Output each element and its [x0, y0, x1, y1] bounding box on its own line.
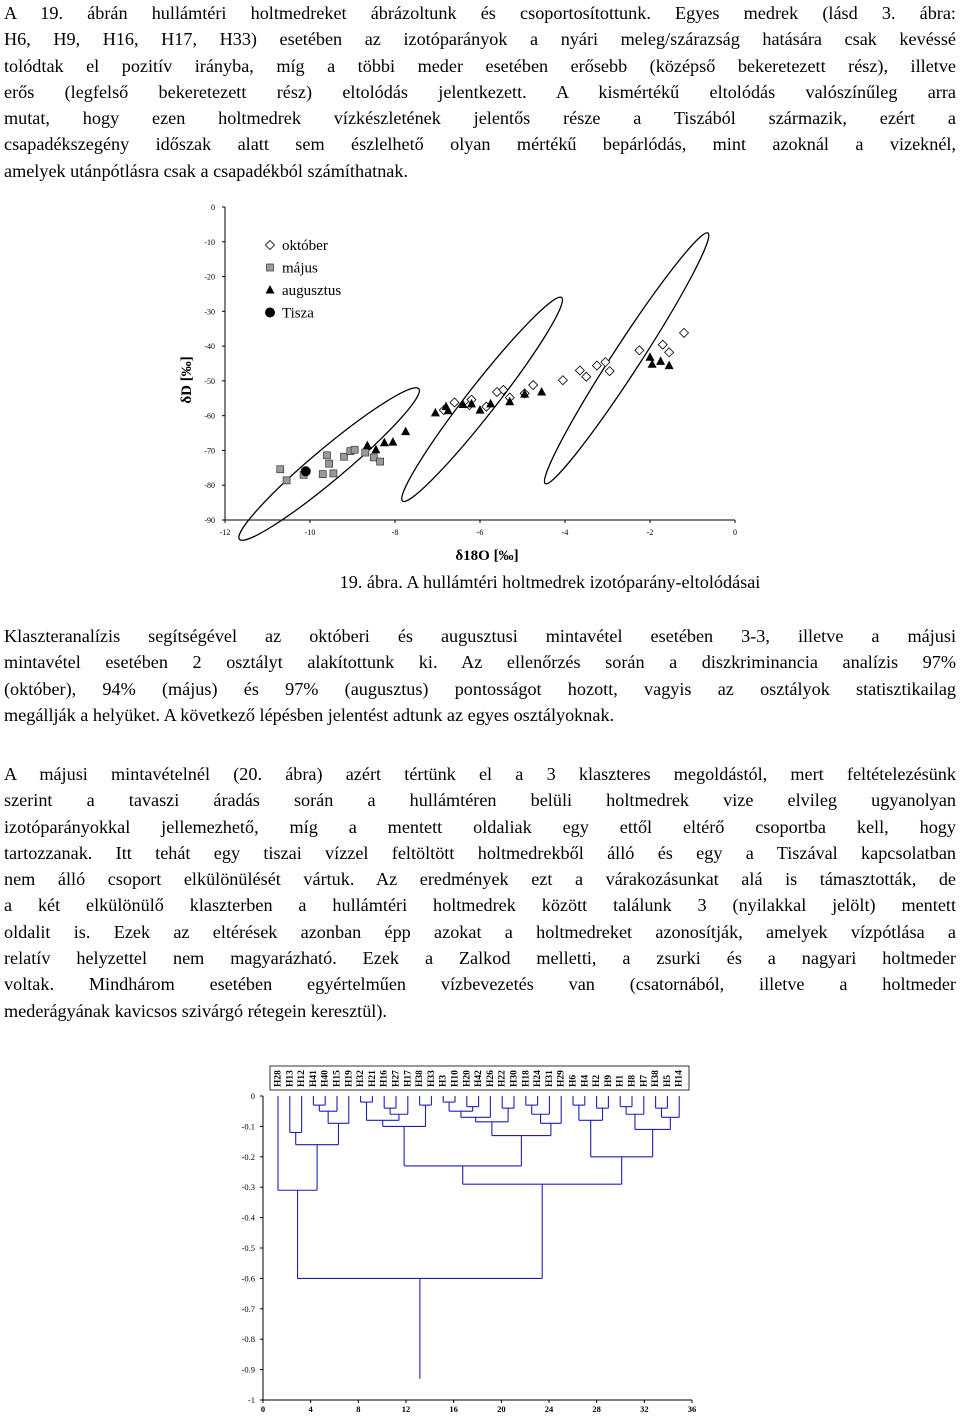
leaf-label: H38	[415, 1070, 426, 1087]
y-tick-label: -20	[204, 272, 215, 282]
leaf-label: H27	[391, 1070, 402, 1087]
y-tick-label: -30	[204, 307, 215, 317]
leaf-label: H38	[651, 1070, 662, 1087]
data-point-május	[319, 471, 326, 478]
x-tick-label: 32	[640, 1404, 649, 1414]
x-tick-label: 36	[687, 1404, 697, 1414]
data-point-október	[575, 366, 584, 375]
leaf-label: H24	[533, 1070, 544, 1087]
dendrogram-axes	[263, 1096, 692, 1400]
y-tick-label: 0	[211, 203, 215, 212]
y-tick-label: 0	[250, 1091, 255, 1101]
x-tick-label: -2	[646, 528, 654, 537]
data-point-október	[658, 340, 667, 349]
x-tick-label: 0	[733, 528, 737, 537]
legend-marker	[265, 308, 275, 318]
y-tick-label: -60	[204, 411, 215, 421]
text-line: mutat, hogy ezen holtmedrek vízkészletének jelentős része a Tiszából származik, ezért a	[4, 108, 956, 129]
cluster-dendrogram	[220, 1052, 720, 1414]
y-tick-label: -0.6	[241, 1273, 255, 1284]
data-point-október	[680, 328, 689, 337]
leaf-label: H12	[297, 1070, 308, 1087]
legend-label: augusztus	[282, 283, 342, 299]
y-tick-label: -10	[204, 237, 215, 247]
x-tick-label: 20	[497, 1404, 506, 1414]
leaf-label: H16	[379, 1070, 390, 1087]
leaf-label: H29	[556, 1070, 567, 1087]
y-tick-label: -90	[204, 516, 215, 525]
data-point-augusztus	[537, 387, 546, 396]
scatter-legend	[265, 238, 341, 322]
data-point-május	[377, 458, 384, 465]
text-line: tolódtak el pozitív irányba, míg a többi meder esetében erősebb (középső bekeretezett rész), illetve	[4, 55, 956, 76]
data-point-október	[558, 376, 567, 385]
leaf-label: H41	[308, 1070, 319, 1087]
dendrogram-tree	[278, 1096, 679, 1379]
data-point-október	[450, 398, 459, 407]
data-point-október	[592, 361, 601, 370]
leaf-label: H10	[450, 1070, 461, 1087]
data-point-október	[601, 358, 610, 367]
y-tick-label: -0.4	[241, 1212, 255, 1223]
leaf-label: H22	[497, 1070, 508, 1087]
leaf-label: H19	[344, 1070, 355, 1087]
x-tick-label: 4	[308, 1404, 313, 1414]
leaf-label: H13	[285, 1070, 296, 1087]
leaf-label: H2	[592, 1074, 603, 1087]
data-point-május	[324, 452, 331, 459]
leaf-label: H6	[568, 1074, 579, 1087]
leaf-label: H1	[615, 1074, 626, 1087]
y-tick-label: -40	[204, 342, 215, 352]
x-tick-label: -10	[304, 528, 316, 537]
y-tick-label: -0.9	[241, 1364, 255, 1375]
text-line: voltak. Mindhárom esetében egyértelműen vízbevezetés van (csatornából, illetve a holtmeder	[4, 974, 956, 995]
x-tick-label: -12	[219, 528, 231, 537]
text-line: Klaszteranalízis segítségével az októberi és augusztusi mintavétel esetében 3-3, illetve a májusi	[4, 626, 956, 646]
text-line: erős (legfelső bekeretezett rész) eltolódás jelentkezett. A kismértékű eltolódás valószínűleg arra	[4, 81, 956, 102]
x-tick-label: 28	[592, 1404, 601, 1414]
data-point-május	[351, 446, 358, 453]
y-tick-label: -80	[204, 481, 215, 491]
data-point-augusztus	[646, 352, 655, 361]
leaf-label: H3	[438, 1074, 449, 1087]
data-point-május	[277, 466, 284, 473]
y-tick-label: -0.2	[241, 1151, 255, 1162]
leaf-label: H42	[474, 1070, 485, 1087]
legend-label: május	[282, 260, 318, 277]
data-point-október	[582, 372, 591, 381]
leaf-label: H33	[426, 1070, 437, 1087]
text-line: relatív helyzettel nem magyarázható. Ezek a Zalkod melletti, a zsurki és a nagyari holtmeder	[4, 948, 956, 969]
text-line: (október), 94% (május) és 97% (augusztus) pontosságot hozott, vagyis az osztályok statisztikailag	[4, 678, 956, 699]
leaf-label: H17	[403, 1070, 414, 1087]
data-point-május	[370, 454, 377, 461]
scatter-x-axis-label: δ18O [‰]	[455, 548, 519, 564]
scatter-points	[277, 328, 689, 483]
x-tick-label: 12	[401, 1404, 411, 1414]
figure-caption: 19. ábra. A hullámtéri holtmedrek izotóparány-eltolódásai	[339, 572, 761, 592]
x-tick-label: 8	[356, 1404, 361, 1414]
legend-marker	[266, 285, 275, 294]
data-point-október	[635, 346, 644, 355]
leaf-label: H7	[639, 1074, 650, 1087]
y-tick-label: -50	[204, 376, 215, 386]
data-point-május	[283, 477, 290, 484]
legend-label: Tisza	[282, 305, 314, 322]
paragraph-may-sampling	[4, 761, 956, 1024]
x-tick-label: 24	[544, 1404, 554, 1414]
y-tick-label: -1	[247, 1395, 255, 1405]
data-point-május	[330, 470, 337, 477]
leaf-label: H5	[662, 1074, 673, 1087]
data-point-augusztus	[401, 427, 410, 436]
text-line: tartozzanak. Itt tehát egy tiszai vízzel feltöltött holtmedrekből álló és egy a Tiszával kapcsolatban	[4, 842, 956, 863]
x-tick-label: -4	[561, 528, 569, 537]
data-point-október	[529, 381, 538, 390]
text-line: A 19. ábrán hullámtéri holtmedreket ábrázoltunk és csoportosítottunk. Egyes medrek (lásd 3. ábra:	[4, 3, 956, 23]
leaf-label: H30	[509, 1070, 520, 1087]
leaf-label: H4	[580, 1074, 591, 1087]
leaf-label: H40	[320, 1070, 331, 1087]
y-tick-label: -0.7	[241, 1303, 255, 1314]
data-point-augusztus	[656, 356, 665, 365]
data-point-május	[341, 453, 348, 460]
y-tick-label: -70	[204, 446, 215, 456]
dendrogram-leaf-labels	[270, 1066, 689, 1090]
text-line: H6, H9, H16, H17, H33) esetében az izotóparányok a nyári meleg/szárazság hatására csak kevéssé	[4, 29, 956, 50]
leaf-label: H18	[521, 1070, 532, 1087]
y-tick-label: -0.1	[241, 1121, 255, 1132]
y-tick-label: -0.8	[241, 1334, 255, 1345]
x-tick-label: -8	[391, 528, 399, 537]
leaf-label: H28	[273, 1070, 284, 1087]
text-line: megállják a helyüket. A következő lépésben jelentést adtunk az egyes osztályoknak.	[4, 704, 615, 725]
data-point-Tisza	[301, 466, 311, 476]
text-line: a két elkülönülő klaszterben a hullámtéri holtmedrek között találunk 3 (nyilakkal jelölt) mentett	[4, 895, 956, 916]
scatter-y-axis-label: δD [‰]	[179, 356, 195, 404]
text-line: A májusi mintavételnél (20. ábra) azért tértünk el a 3 klaszteres megoldástól, mert feltételezésünk	[4, 764, 956, 784]
data-point-október	[665, 348, 674, 357]
dendrogram-ticks	[242, 1091, 697, 1414]
text-line: izotóparányokkal jellemezhető, míg a mentett oldaliak egy ettől eltérő csoportba kell, hogy	[4, 816, 956, 837]
data-point-május	[362, 449, 369, 456]
leaf-label: H26	[485, 1070, 496, 1087]
leaf-label: H20	[462, 1070, 473, 1087]
data-point-október	[605, 367, 614, 376]
leaf-label: H32	[356, 1070, 367, 1087]
leaf-label: H21	[367, 1070, 378, 1087]
data-point-augusztus	[363, 441, 372, 450]
x-tick-label: 0	[260, 1404, 266, 1414]
leaf-label: H14	[674, 1070, 685, 1087]
text-line: csapadékszegény időszak alatt sem észlelhető olyan mértékű bepárlódás, mint azoknál a vizeknél,	[4, 134, 956, 155]
x-tick-label: 16	[449, 1404, 458, 1414]
data-point-augusztus	[665, 361, 674, 370]
x-tick-label: -6	[476, 528, 484, 537]
y-tick-label: -0.5	[241, 1243, 255, 1253]
text-line: mintavétel esetében 2 osztályt alakítottunk ki. Az ellenőrzés során a diszkriminancia analízis 97%	[4, 652, 956, 673]
cluster-ellipse	[391, 288, 573, 510]
leaf-label: H15	[332, 1070, 343, 1087]
y-tick-label: -0.3	[241, 1182, 255, 1193]
data-point-augusztus	[431, 408, 440, 417]
text-line: szerint a tavaszi áradás során a hullámtéren belüli holtmedrek vize elvileg ugyanolyan	[4, 790, 956, 811]
legend-marker	[267, 264, 274, 271]
legend-marker	[266, 241, 275, 250]
paragraph-cluster-analysis	[4, 623, 956, 728]
data-point-május	[326, 460, 333, 467]
text-line: oldalit is. Ezek az eltérések azonban épp azokat a holtmedreket azonosítják, amelyek vízpótlása a	[4, 921, 956, 942]
text-line: mederágyának kavicsos szivárgó rétegein keresztül).	[4, 1000, 387, 1021]
text-line: nem álló csoport elkülönülését vártuk. Az eredmények ezt a várakozásunkat alá is támasztották, de	[4, 869, 956, 890]
leaf-label: H9	[603, 1074, 614, 1087]
text-line: amelyek utánpótlásra csak a csapadékból számíthatnak.	[4, 160, 409, 181]
data-point-augusztus	[388, 437, 397, 446]
legend-label: október	[282, 238, 328, 254]
leaf-label: H8	[627, 1074, 638, 1087]
paragraph-intro	[4, 0, 956, 184]
cluster-ellipse	[534, 225, 720, 491]
leaf-label: H31	[544, 1070, 555, 1087]
isotope-scatter-chart	[175, 195, 795, 570]
